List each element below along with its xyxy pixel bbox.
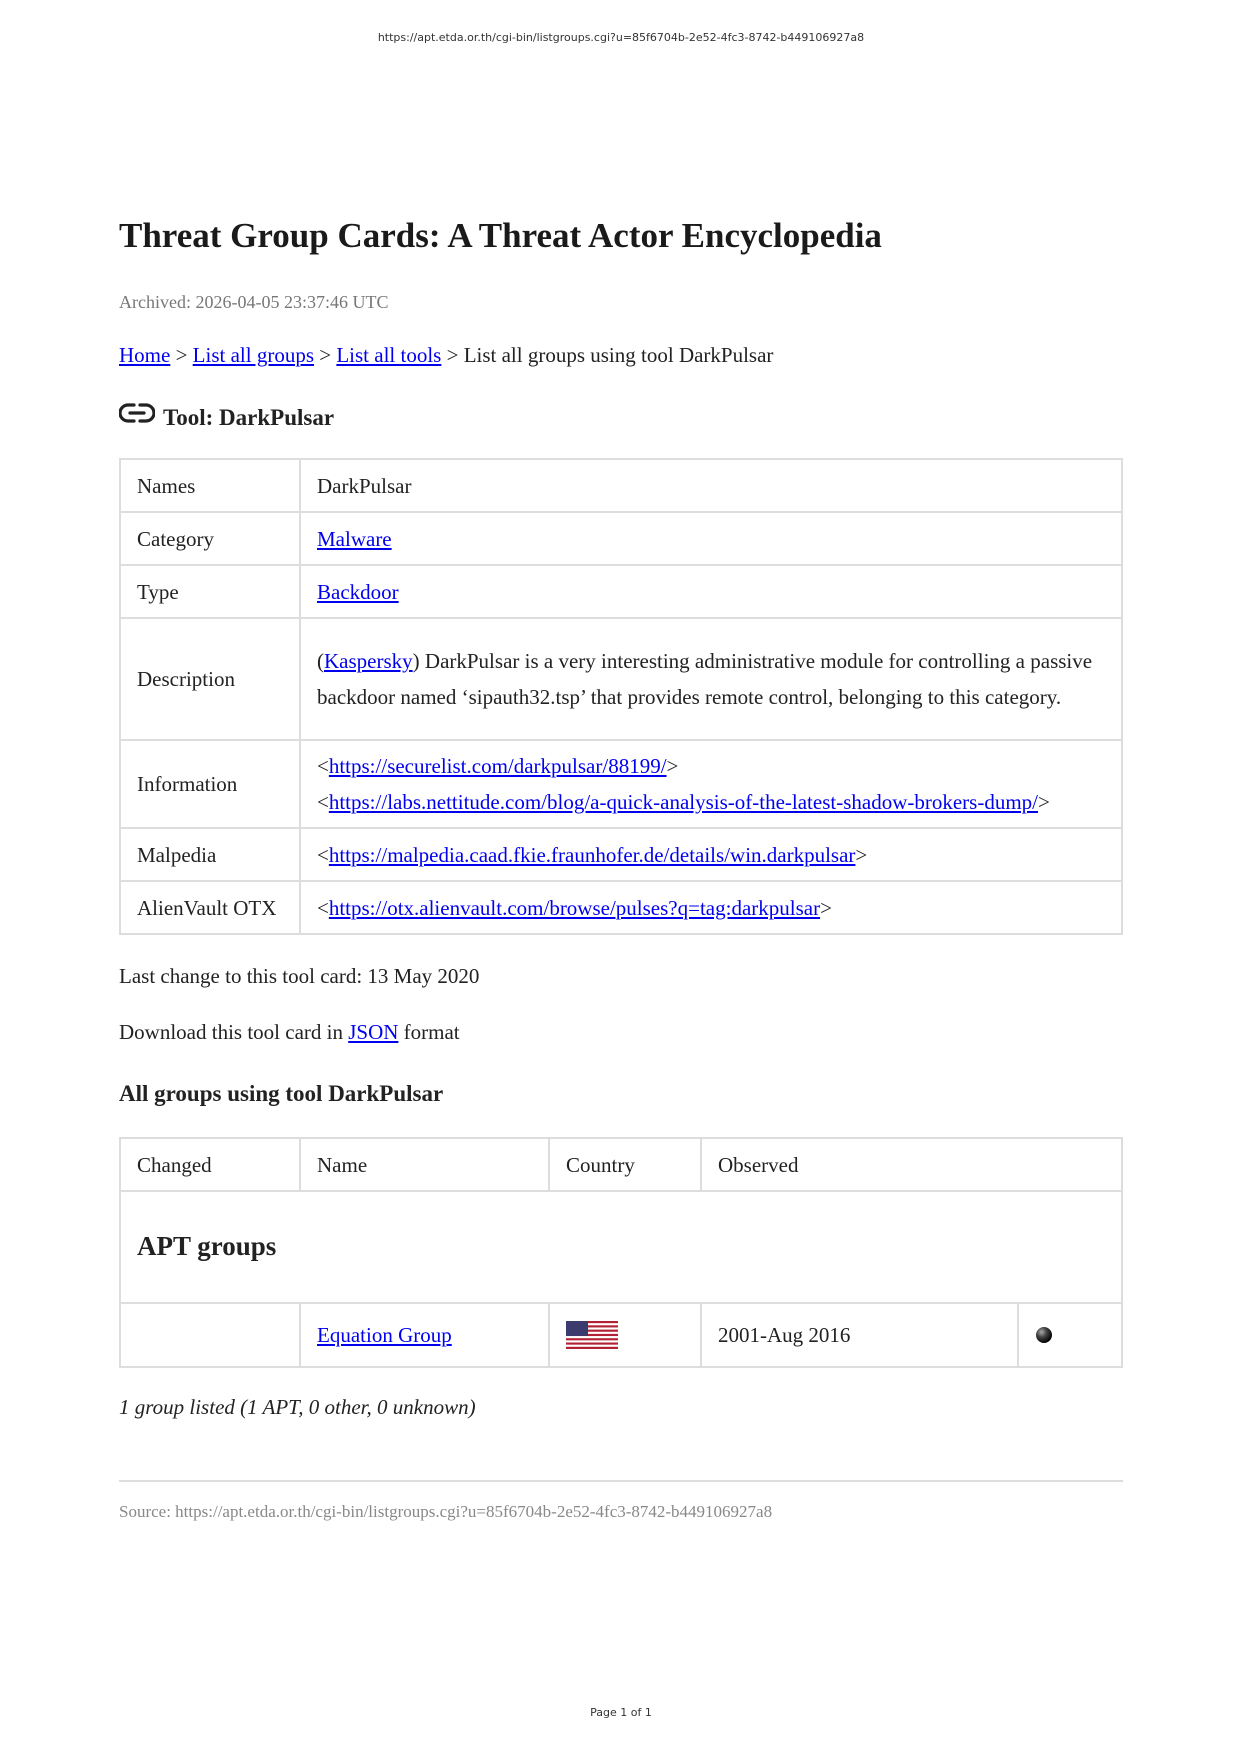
group-name-link[interactable]: Equation Group xyxy=(317,1323,452,1347)
observed-cell: 2001-Aug 2016 xyxy=(701,1303,1018,1367)
breadcrumb-separator: > xyxy=(446,343,459,367)
tool-info-row-malpedia xyxy=(120,828,1122,881)
breadcrumb-groups-link[interactable]: List all groups xyxy=(192,343,314,367)
breadcrumb-current: List all groups using tool DarkPulsar xyxy=(463,343,774,367)
category-link[interactable]: Malware xyxy=(317,526,392,551)
information-link-line xyxy=(317,784,1105,820)
tool-names-value: DarkPulsar xyxy=(300,459,1122,512)
groups-section-row xyxy=(120,1191,1122,1303)
tool-information-cell xyxy=(300,740,1122,828)
tool-info-row-information xyxy=(120,740,1122,828)
column-header-country: Country xyxy=(549,1138,701,1191)
angle-bracket-close: > xyxy=(820,895,832,920)
tool-info-label: Malpedia xyxy=(120,828,300,881)
groups-summary: 1 group listed (1 APT, 0 other, 0 unknown) xyxy=(119,1395,476,1419)
link-icon xyxy=(119,400,155,426)
type-link[interactable]: Backdoor xyxy=(317,579,399,604)
tool-info-label: Type xyxy=(120,565,300,618)
changed-cell xyxy=(120,1303,300,1367)
information-link-line xyxy=(317,748,1105,784)
table-row xyxy=(120,1303,1122,1367)
breadcrumb-separator: > xyxy=(175,343,188,367)
breadcrumb-tools-link[interactable]: List all tools xyxy=(336,343,442,367)
marker-cell xyxy=(1018,1303,1122,1367)
angle-bracket-close: > xyxy=(1038,790,1050,814)
angle-bracket-close: > xyxy=(855,842,868,867)
last-change-text: Last change to this tool card: 13 May 2020 xyxy=(119,964,480,988)
column-header-name: Name xyxy=(300,1138,549,1191)
otx-link[interactable]: https://otx.alienvault.com/browse/pulses?q=tag:darkpulsar xyxy=(328,895,821,920)
tool-description-cell xyxy=(300,618,1122,740)
print-header-url: https://apt.etda.or.th/cgi-bin/listgroups.cgi?u=85f6704b-2e52-4fc3-8742-b449106927a8 xyxy=(377,31,865,44)
tool-info-row-description xyxy=(120,618,1122,740)
information-link[interactable]: https://securelist.com/darkpulsar/88199/ xyxy=(328,754,667,778)
tool-malpedia-cell xyxy=(300,828,1122,881)
tool-info-row-otx xyxy=(120,881,1122,934)
source-line: Source: https://apt.etda.or.th/cgi-bin/listgroups.cgi?u=85f6704b-2e52-4fc3-8742-b449106927a8 xyxy=(119,1502,773,1521)
tool-info-label: Information xyxy=(120,740,300,828)
json-download-link[interactable]: JSON xyxy=(348,1020,399,1044)
breadcrumb-home-link[interactable]: Home xyxy=(119,343,171,367)
tool-heading xyxy=(119,400,1123,436)
tool-info-row-names xyxy=(120,459,1122,512)
groups-table-header-row xyxy=(120,1138,1122,1191)
tool-info-label: Description xyxy=(120,618,300,740)
tool-info-row-type xyxy=(120,565,1122,618)
page-number: Page 1 of 1 xyxy=(590,1706,652,1719)
main-content xyxy=(119,208,1123,1524)
tool-category-cell xyxy=(300,512,1122,565)
section-cell xyxy=(120,1191,1122,1303)
description-open-paren: ( xyxy=(317,649,324,673)
description-text: ) DarkPulsar is a very interesting administrative module for controlling a passive backdoor named ‘sipauth32.tsp’ that provides remote control, belonging to this category. xyxy=(317,649,1093,709)
tool-info-row-category xyxy=(120,512,1122,565)
groups-heading: All groups using tool DarkPulsar xyxy=(119,1081,444,1106)
column-header-observed: Observed xyxy=(701,1138,1122,1191)
tool-info-label: Category xyxy=(120,512,300,565)
page-title: Threat Group Cards: A Threat Actor Encyclopedia xyxy=(119,216,882,255)
black-sphere-icon xyxy=(1035,1326,1053,1344)
tool-info-table xyxy=(119,458,1123,935)
flag-usa-icon xyxy=(566,1321,618,1349)
download-suffix: format xyxy=(403,1020,460,1044)
breadcrumb-separator: > xyxy=(319,343,332,367)
information-link[interactable]: https://labs.nettitude.com/blog/a-quick-analysis-of-the-latest-shadow-brokers-dump/ xyxy=(328,790,1039,814)
column-header-changed: Changed xyxy=(120,1138,300,1191)
country-cell xyxy=(549,1303,701,1367)
download-prefix: Download this tool card in xyxy=(119,1020,343,1044)
tool-heading-text: Tool: DarkPulsar xyxy=(163,405,335,430)
angle-bracket-open: < xyxy=(317,842,329,867)
groups-table xyxy=(119,1137,1123,1368)
divider xyxy=(119,1480,1123,1482)
malpedia-link[interactable]: https://malpedia.caad.fkie.fraunhofer.de/details/win.darkpulsar xyxy=(328,842,856,867)
tool-otx-cell xyxy=(300,881,1122,934)
archived-timestamp: Archived: 2026-04-05 23:37:46 UTC xyxy=(119,292,389,312)
breadcrumb xyxy=(119,340,1123,370)
section-title: APT groups xyxy=(137,1231,277,1261)
angle-bracket-open: < xyxy=(317,895,329,920)
download-line xyxy=(119,1017,1123,1047)
tool-info-label: Names xyxy=(120,459,300,512)
tool-info-label: AlienVault OTX xyxy=(120,881,300,934)
angle-bracket-close: > xyxy=(666,754,679,778)
description-source-link[interactable]: Kaspersky xyxy=(324,649,413,673)
angle-bracket-open: < xyxy=(317,754,329,778)
name-cell xyxy=(300,1303,549,1367)
tool-type-cell xyxy=(300,565,1122,618)
angle-bracket-open: < xyxy=(317,790,329,814)
